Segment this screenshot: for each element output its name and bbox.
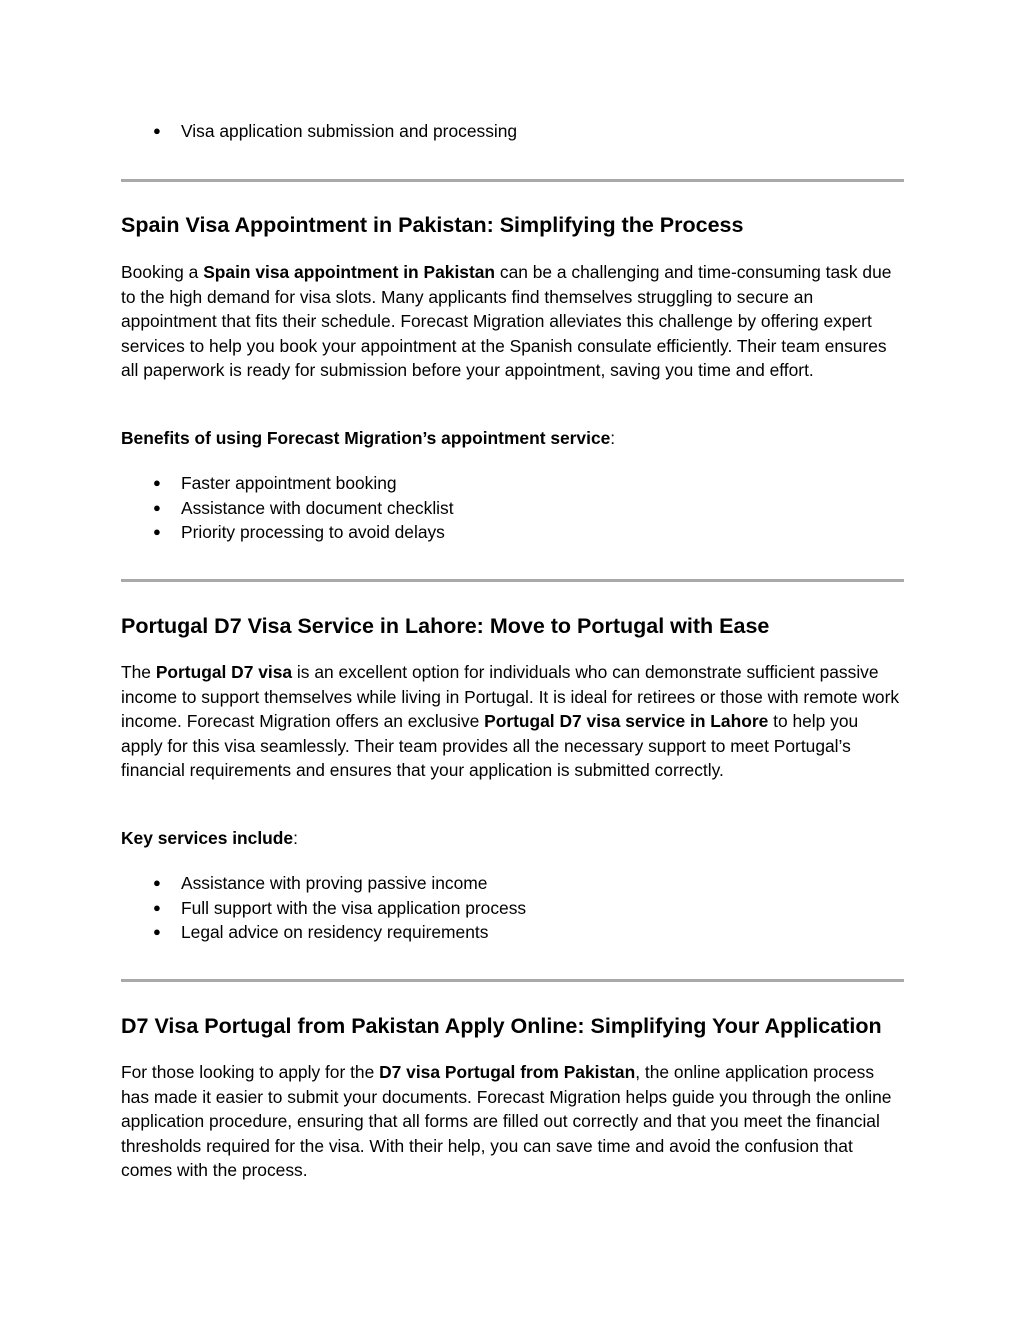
- paragraph-text: For those looking to apply for the: [121, 1062, 380, 1082]
- bullet-icon: ●: [153, 875, 161, 890]
- bullet-icon: ●: [153, 924, 161, 939]
- paragraph-text: , the online application process has made it easier to submit your documents. Forecast Migration helps guide you through the online application procedure, ensuring that all forms are filled out correctly and that you meet the financial thresholds required for the visa. With their help, you can save time and avoid the confusion that comes with the process.: [121, 1062, 892, 1180]
- paragraph-bold-text: Portugal D7 visa service in Lahore: [484, 711, 769, 731]
- paragraph-text: Booking a: [121, 262, 204, 282]
- list-lead-tail: :: [293, 828, 298, 848]
- list-item-text: Assistance with proving passive income: [181, 873, 488, 893]
- list-item-text: Legal advice on residency requirements: [181, 922, 489, 942]
- list-item: [121, 496, 904, 521]
- paragraph-text: is an excellent option for individuals who can demonstrate sufficient passive income to support themselves while living in Portugal. It is ideal for retirees or those with remote work income. Forecast Migration offers an exclusive: [121, 662, 900, 731]
- bullet-icon: ●: [153, 475, 161, 490]
- list-item-text: Visa application submission and processing: [181, 121, 518, 141]
- section-heading: Spain Visa Appointment in Pakistan: Simplifying the Process: [121, 213, 744, 237]
- section-heading: D7 Visa Portugal from Pakistan Apply Online: Simplifying Your Application: [121, 1014, 882, 1038]
- paragraph-bold-text: Spain visa appointment in Pakistan: [203, 262, 496, 282]
- bullet-icon: ●: [153, 123, 161, 138]
- services-list: [121, 871, 904, 945]
- section-paragraph: [121, 660, 904, 783]
- top-bullet-list: [121, 119, 904, 144]
- list-item-text: Faster appointment booking: [181, 473, 397, 493]
- section-divider: [121, 979, 904, 982]
- list-item: [121, 520, 904, 545]
- section-paragraph: [121, 1060, 904, 1183]
- list-item-text: Full support with the visa application process: [181, 897, 527, 918]
- section-divider: [121, 579, 904, 582]
- benefits-list: [121, 471, 904, 545]
- list-item: [121, 471, 904, 496]
- list-lead-bold: Key services include: [121, 828, 294, 848]
- section-divider: [121, 179, 904, 182]
- list-item-text: Assistance with document checklist: [181, 497, 454, 518]
- section-paragraph: [121, 260, 904, 383]
- bullet-icon: ●: [153, 899, 161, 915]
- list-lead: [121, 426, 904, 451]
- list-item: [121, 119, 904, 144]
- list-item: [121, 896, 904, 921]
- list-item: [121, 871, 904, 896]
- paragraph-text: to help you apply for this visa seamlessly. Their team provides all the necessary support to meet Portugal’s financial requirements and ensures that your application is submitted correctly.: [121, 711, 859, 780]
- paragraph-text: can be a challenging and time-consuming task due to the high demand for visa slots. Many applicants find themselves struggling to secure an appointment that fits their schedule. Forecast Migration alleviates this challenge by offering expert services to help you book your appointment at the Spanish consulate efficiently. Their team ensures all paperwork is ready for submission before your appointment, saving you time and effort.: [121, 262, 892, 380]
- list-lead-tail: :: [610, 428, 616, 448]
- bullet-icon: ●: [153, 524, 161, 539]
- list-lead: [121, 826, 904, 851]
- paragraph-bold-text: D7 visa Portugal from Pakistan: [379, 1062, 636, 1082]
- paragraph-bold-text: Portugal D7 visa: [155, 662, 293, 682]
- list-item-text: Priority processing to avoid delays: [181, 522, 445, 542]
- section-heading: Portugal D7 Visa Service in Lahore: Move to Portugal with Ease: [121, 614, 770, 638]
- bullet-icon: ●: [153, 499, 161, 515]
- list-lead-bold: Benefits of using Forecast Migration’s appointment service: [121, 428, 611, 448]
- paragraph-text: The: [121, 662, 156, 682]
- list-item: [121, 920, 904, 945]
